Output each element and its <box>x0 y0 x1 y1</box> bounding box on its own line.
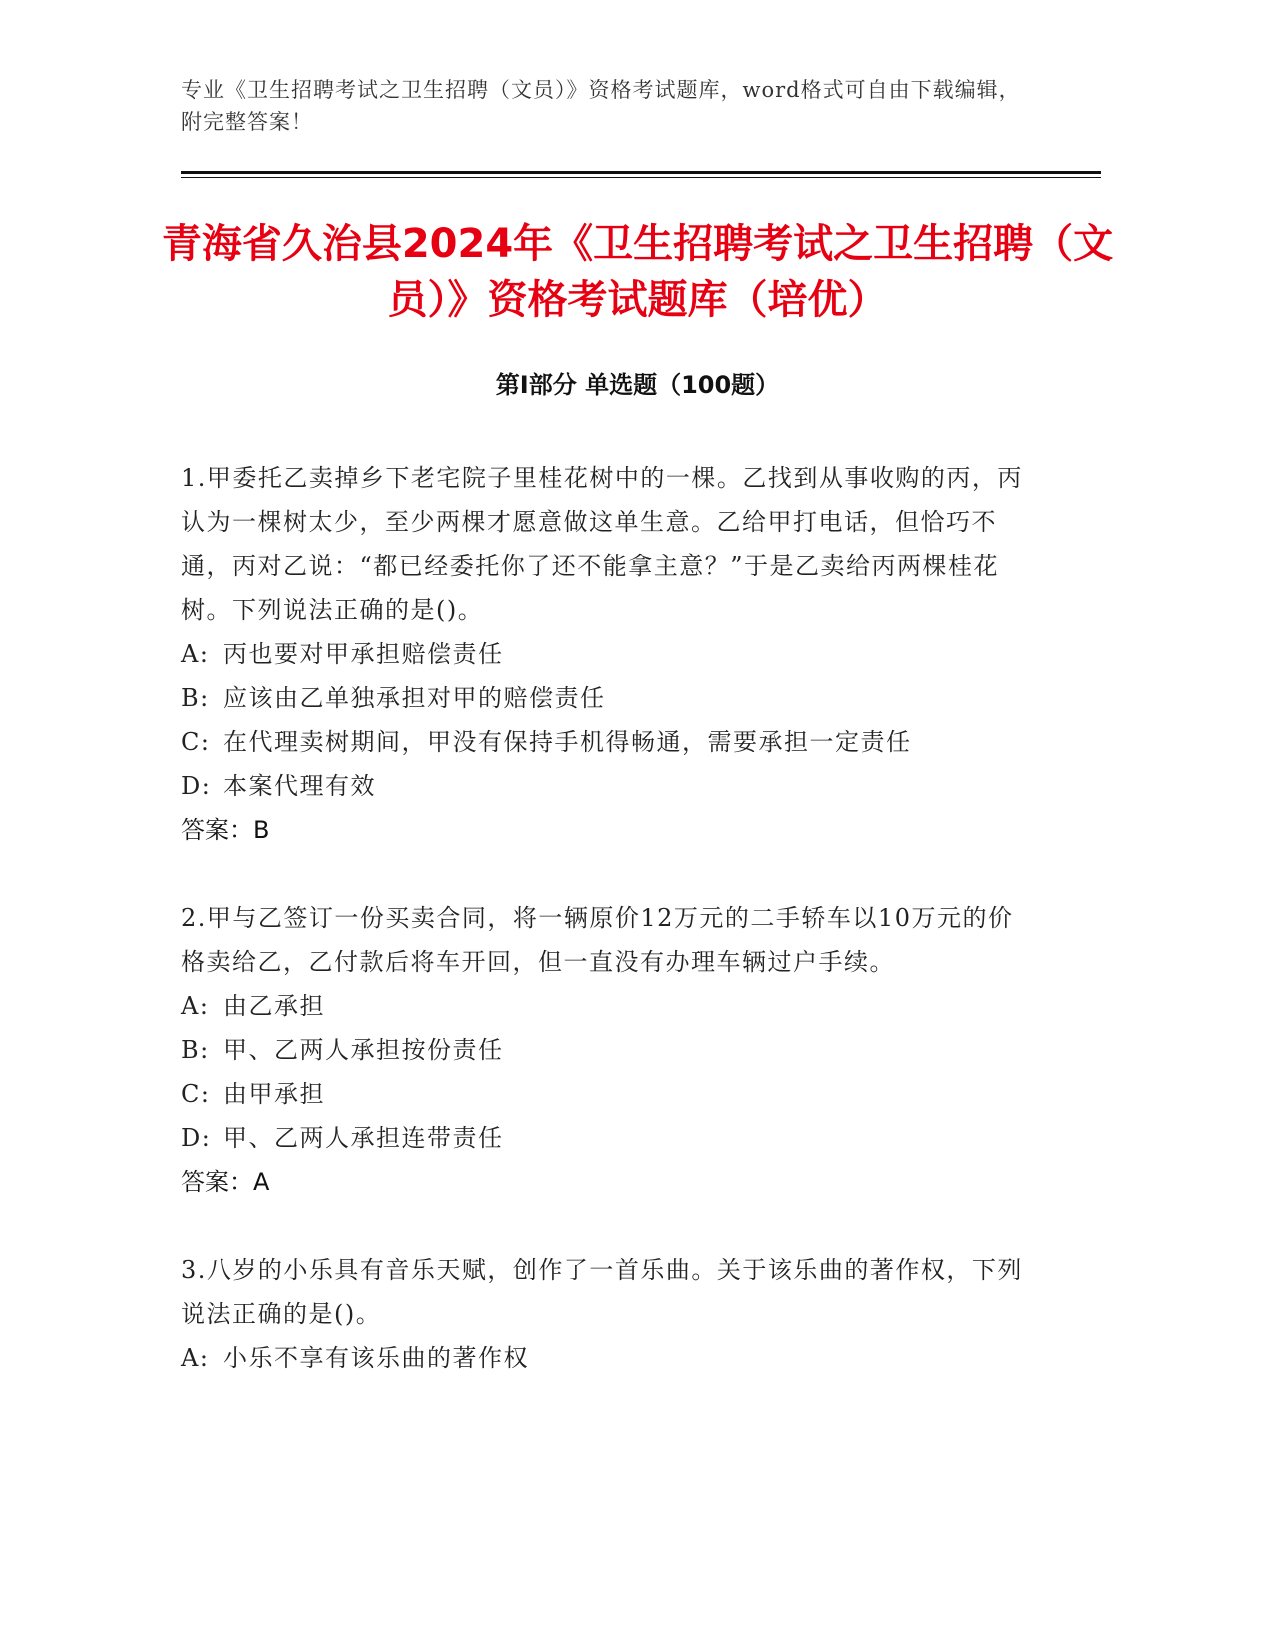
answer-label: 答案： <box>181 1168 253 1196</box>
question-2 <box>181 896 1026 1204</box>
option-text: 应该由乙单独承担对甲的赔偿责任 <box>223 684 606 712</box>
option-text: 在代理卖树期间，甲没有保持手机得畅通，需要承担一定责任 <box>223 728 912 756</box>
option-a <box>181 632 1026 676</box>
option-key: A: <box>181 992 210 1020</box>
answer-value: B <box>253 816 270 844</box>
question-1 <box>181 456 1026 852</box>
option-key: A: <box>181 640 210 668</box>
option-key: A: <box>181 1344 210 1372</box>
option-text: 丙也要对甲承担赔偿责任 <box>223 640 504 668</box>
answer-label: 答案： <box>181 816 253 844</box>
option-a <box>181 984 1026 1028</box>
section-heading: 第Ⅰ部分 单选题（100题） <box>495 371 780 399</box>
option-b <box>181 1028 1026 1072</box>
option-d <box>181 1116 1026 1160</box>
answer-line <box>181 808 1026 852</box>
option-key: C: <box>181 1080 211 1108</box>
header-divider-thin <box>181 177 1101 178</box>
question-stem: 2.甲与乙签订一份买卖合同，将一辆原价12万元的二手轿车以10万元的价格卖给乙，乙付款后将车开回，但一直没有办理车辆过户手续。 <box>181 904 1014 976</box>
option-text: 小乐不享有该乐曲的著作权 <box>223 1344 529 1372</box>
option-text: 甲、乙两人承担连带责任 <box>223 1124 504 1152</box>
option-text: 由乙承担 <box>223 992 325 1020</box>
question-3 <box>181 1248 1026 1380</box>
answer-value: A <box>253 1168 270 1196</box>
option-text: 甲、乙两人承担按份责任 <box>223 1036 504 1064</box>
option-key: D: <box>181 1124 212 1152</box>
option-key: B: <box>181 1036 210 1064</box>
option-c <box>181 720 1026 764</box>
header-note: 专业《卫生招聘考试之卫生招聘（文员）》资格考试题库，word格式可自由下载编辑，附完整答案！ <box>181 78 1021 134</box>
option-key: D: <box>181 772 212 800</box>
document-title: 青海省久治县2024年《卫生招聘考试之卫生招聘（文员）》资格考试题库（培优） <box>161 221 1114 323</box>
option-text: 本案代理有效 <box>223 772 376 800</box>
question-stem: 3.八岁的小乐具有音乐天赋，创作了一首乐曲。关于该乐曲的著作权，下列说法正确的是()。 <box>181 1256 1023 1328</box>
option-a <box>181 1336 1026 1380</box>
option-key: C: <box>181 728 211 756</box>
option-c <box>181 1072 1026 1116</box>
option-key: B: <box>181 684 210 712</box>
header-divider-thick <box>181 171 1101 174</box>
option-b <box>181 676 1026 720</box>
answer-line <box>181 1160 1026 1204</box>
option-text: 由甲承担 <box>223 1080 325 1108</box>
question-stem: 1.甲委托乙卖掉乡下老宅院子里桂花树中的一棵。乙找到从事收购的丙，丙认为一棵树太少，至少两棵才愿意做这单生意。乙给甲打电话，但恰巧不通，丙对乙说：“都已经委托你了还不能拿主意？”于是乙卖给丙两棵桂花树。下列说法正确的是()。 <box>181 464 1023 624</box>
question-list <box>181 456 1026 1424</box>
option-d <box>181 764 1026 808</box>
